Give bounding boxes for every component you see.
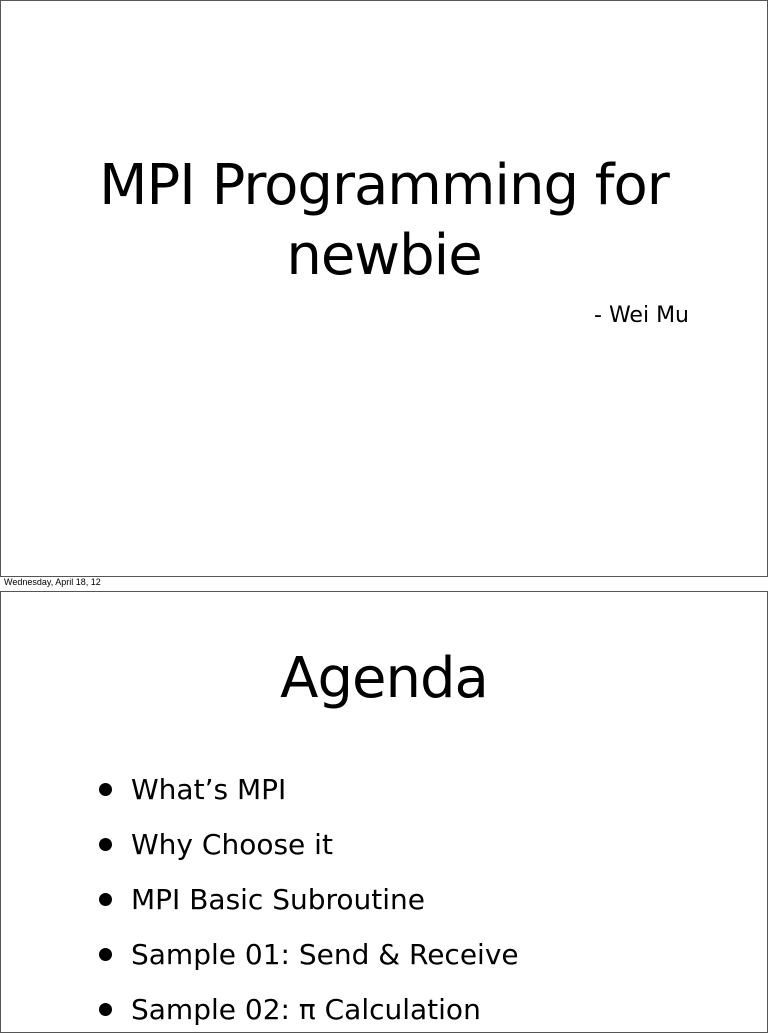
- agenda-item: [99, 827, 519, 882]
- agenda-item: [99, 772, 519, 827]
- agenda-item-label: What’s MPI: [131, 773, 287, 806]
- bullet-icon: [99, 948, 112, 961]
- agenda-item: [99, 882, 519, 937]
- agenda-item: [99, 992, 519, 1033]
- author-name: - Wei Mu: [594, 303, 689, 328]
- slide-date-footer: Wednesday, April 18, 12: [4, 577, 101, 587]
- bullet-icon: [99, 893, 112, 906]
- agenda-item-label: Sample 02: π Calculation: [131, 993, 481, 1026]
- agenda-slide: [0, 591, 768, 1033]
- agenda-item: [99, 937, 519, 992]
- agenda-item-label: MPI Basic Subroutine: [131, 883, 426, 916]
- agenda-title: Agenda: [280, 646, 488, 711]
- bullet-icon: [99, 783, 112, 796]
- agenda-item-label: Sample 01: Send & Receive: [131, 938, 519, 971]
- agenda-list: [99, 772, 519, 1033]
- bullet-icon: [99, 838, 112, 851]
- slide-title: [1, 151, 767, 291]
- bullet-icon: [99, 1003, 112, 1016]
- agenda-item-label: Why Choose it: [131, 828, 333, 861]
- title-line-1: MPI Programming for: [99, 153, 669, 218]
- title-line-2: newbie: [286, 223, 482, 288]
